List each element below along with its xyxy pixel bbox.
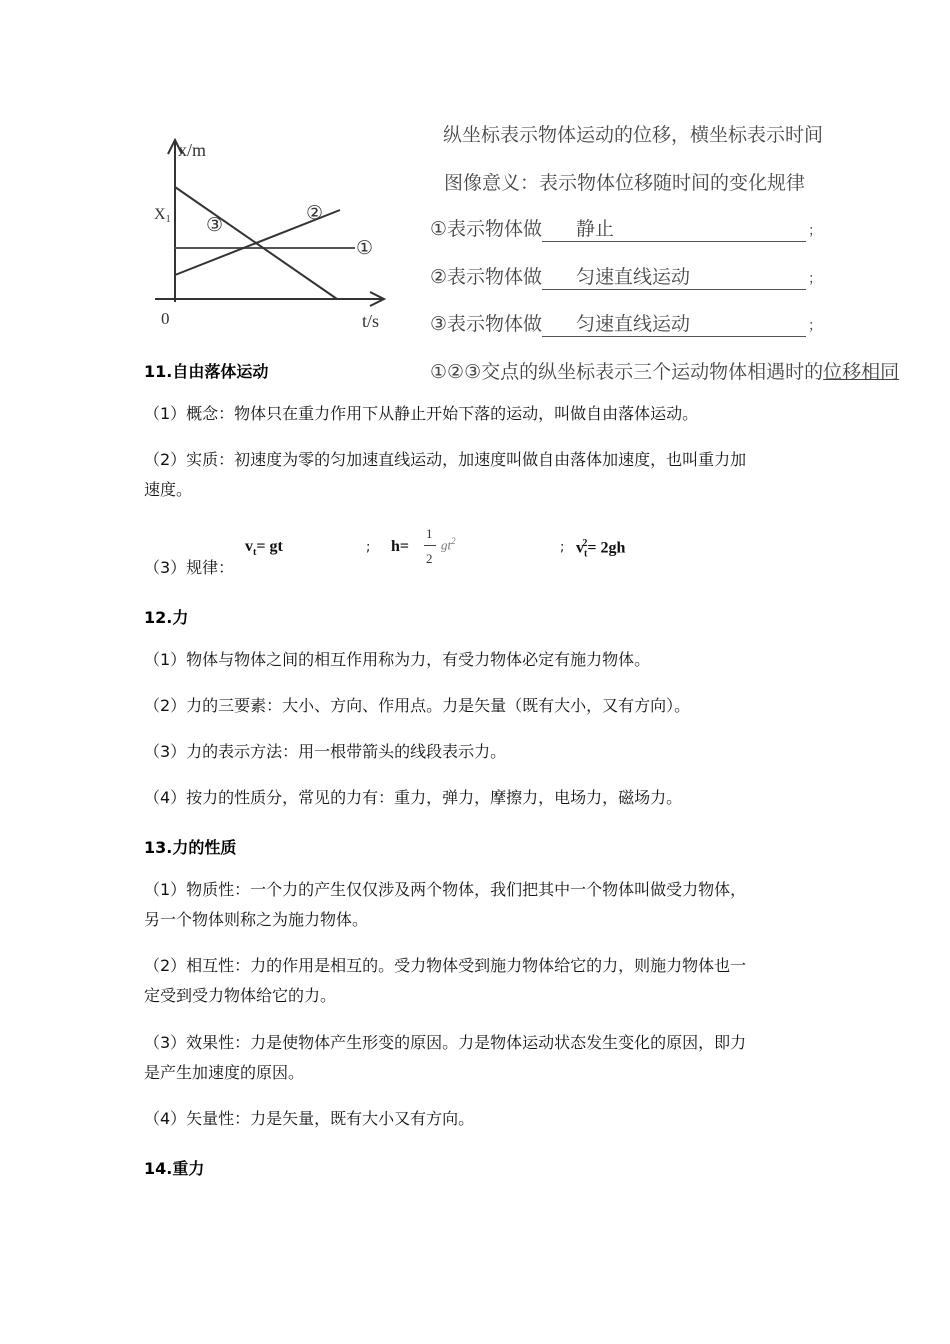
intersection-note [430, 357, 899, 384]
s12-item-2: （2）力的三要素：大小、方向、作用点。力是矢量（既有大小，又有方向）。 [144, 696, 691, 715]
item-2-answer: 匀速直线运动 [542, 264, 806, 290]
item-2-prefix: ②表示物体做 [430, 266, 543, 288]
item-1-sep: ； [808, 223, 823, 239]
section-13-heading: 13.力的性质 [144, 838, 237, 857]
s13-item-2-line2: 定受到受力物体给它的力。 [144, 986, 337, 1005]
x-axis-label: t/s [362, 311, 380, 331]
section-11-heading: 11.自由落体运动 [144, 362, 269, 381]
section-12-heading: 12.力 [144, 608, 189, 627]
formula-sep-1: ; [366, 540, 371, 555]
intersection-text: ①②③交点的纵坐标表示三个运动物体相遇时的 [430, 361, 824, 383]
s11-law-label: （3）规律： [144, 558, 235, 577]
item-1-answer: 静止 [542, 216, 806, 242]
graph-axis-description: 纵坐标表示物体运动的位移，横坐标表示时间 [443, 124, 824, 146]
s12-item-1: （1）物体与物体之间的相互作用称为力，有受力物体必定有施力物体。 [144, 650, 651, 669]
section-14-heading: 14.重力 [144, 1159, 205, 1178]
s13-item-2-line1: （2）相互性：力的作用是相互的。受力物体受到施力物体给它的力，则施力物体也一 [144, 956, 747, 975]
y-axis-label: x/m [178, 140, 207, 160]
s12-item-3: （3）力的表示方法：用一根带箭头的线段表示力。 [144, 742, 507, 761]
item-2 [430, 262, 822, 290]
s12-item-4: （4）按力的性质分，常见的力有：重力，弹力，摩擦力，电场力，磁场力。 [144, 788, 683, 807]
formula-height-numerator: 1 [426, 526, 433, 541]
s11-essence-line1: （2）实质：初速度为零的匀加速直线运动，加速度叫做自由落体加速度，也叫重力加 [144, 450, 747, 469]
intersection-underlined: 位移相同 [823, 361, 900, 383]
formula-sep-2: ; [560, 540, 565, 555]
origin-label: 0 [161, 309, 170, 328]
item-1 [430, 214, 822, 242]
s11-essence-line2: 速度。 [144, 480, 193, 499]
fraction-bar [424, 545, 436, 546]
line-3-marker: ③ [206, 215, 224, 236]
item-2-sep: ； [808, 271, 823, 287]
s13-item-3-line2: 是产生加速度的原因。 [144, 1063, 305, 1082]
s13-item-4: （4）矢量性：力是矢量，既有大小又有方向。 [144, 1109, 475, 1128]
item-3-sep: ； [808, 318, 823, 334]
line-2-marker: ② [306, 203, 324, 224]
s11-concept: （1）概念：物体只在重力作用下从静止开始下落的运动，叫做自由落体运动。 [144, 404, 699, 423]
formula-velocity: $v_t=$ gt [245, 538, 283, 559]
s13-item-1-line1: （1）物质性：一个力的产生仅仅涉及两个物体，我们把其中一个物体叫做受力物体， [144, 880, 747, 899]
formula-height-denominator: 2 [426, 551, 433, 566]
x1-label: X1 [154, 206, 171, 225]
formula-height: h= [391, 538, 410, 555]
xt-graph [140, 130, 410, 335]
item-3-answer: 匀速直线运动 [542, 311, 806, 337]
item-3-prefix: ③表示物体做 [430, 313, 543, 335]
item-3 [430, 309, 822, 337]
graph-meaning: 图像意义：表示物体位移随时间的变化规律 [444, 172, 806, 194]
item-1-prefix: ①表示物体做 [430, 218, 543, 240]
s13-item-3-line1: （3）效果性：力是使物体产生形变的原因。力是物体运动状态发生变化的原因，即力 [144, 1033, 747, 1052]
formula-height-gt2: $gt^2$ [441, 536, 456, 553]
line-1-marker: ① [356, 238, 374, 259]
s13-item-1-line2: 另一个物体则称之为施力物体。 [144, 910, 369, 929]
formula-velocity-squared: $v_t^2= 2gh$ [576, 538, 626, 560]
